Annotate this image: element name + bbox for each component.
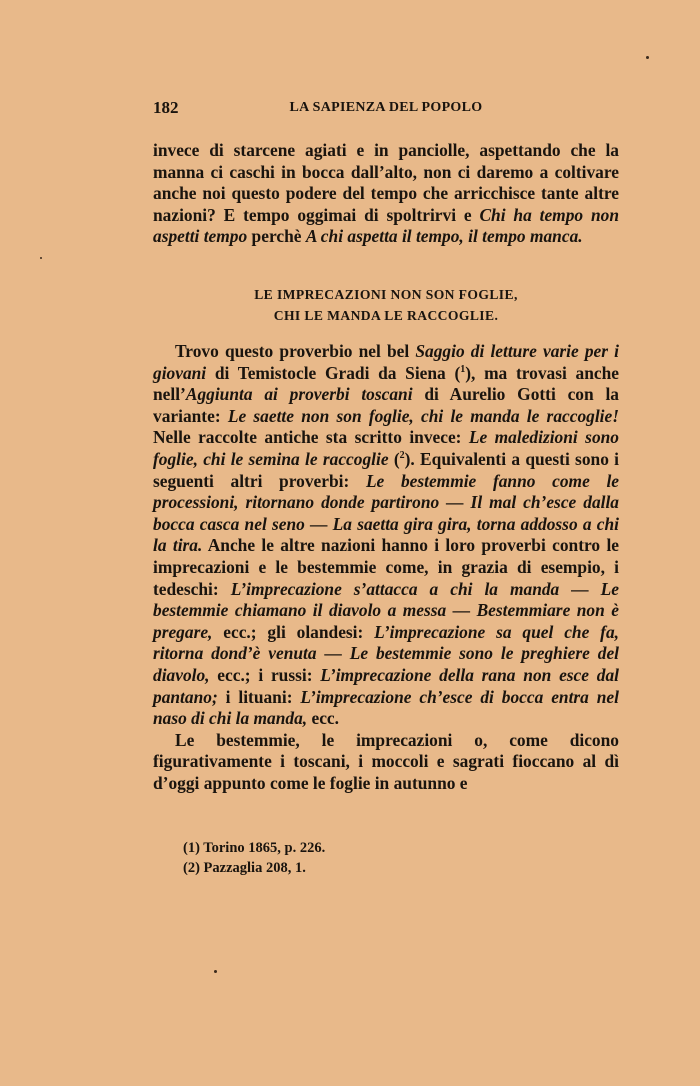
p2-italic: L’imprecazione della rana non esce dal pantano; <box>153 664 619 707</box>
p2-italic: L’imprecazione sa quel che fa, ritorna dond’è venuta — Le bestemmie sono le preghiere del diavolo, <box>153 621 619 685</box>
scan-speck <box>214 970 217 973</box>
p2-italic: Le saette non son foglie, chi le manda le raccoglie! <box>227 405 619 426</box>
paragraph-2 <box>153 341 619 794</box>
p1-proverb-1: Chi ha tempo non aspetti tempo <box>153 204 619 247</box>
scan-speck <box>40 257 42 259</box>
p1-text-1: invece di starcene agiati e in panciolle, aspettando che la manna ci caschi in bocca dall’alto, non ci daremo a coltivare anche noi questo podere del tempo che arricchisce tante altre nazioni? E tempo oggimai di spoltrirvi e <box>153 140 619 225</box>
p1-proverb-2: A chi aspetta il tempo, il tempo manca. <box>305 226 583 247</box>
paragraph-1 <box>153 140 619 248</box>
p2-text: ). Equivalenti a questi sono i seguenti altri proverbi: <box>153 448 620 491</box>
section-title <box>153 284 619 326</box>
footnote-ref-1: 1 <box>460 363 466 375</box>
section-title-line-2: CHI LE MANDA LE RACCOGLIE. <box>273 308 499 323</box>
section-title-line-1: LE IMPRECAZIONI NON SON FOGLIE, <box>254 287 518 302</box>
p2-text: ecc. <box>307 708 339 729</box>
p2-text: Anche le altre nazioni hanno i loro proverbi contro le imprecazioni e le bestemmie come, in grazia di esempio, i tedeschi: <box>153 535 619 599</box>
p2-text: di Temistocle Gradi da Siena ( <box>206 362 461 383</box>
footnote-ref-2: 2 <box>399 450 405 462</box>
p2-text: i lituani: <box>217 686 301 707</box>
p1-text-2: perchè <box>247 226 306 247</box>
p2-italic: L’imprecazione ch’esce di bocca entra nel naso di chi la manda, <box>153 686 619 729</box>
p2-italic: Le maledizioni sono foglie, chi le semina le raccoglie <box>153 427 620 469</box>
p2-text: Nelle raccolte antiche sta scritto invece: <box>153 427 469 448</box>
footnote-1: (1) Torino 1865, p. 226. <box>183 840 326 856</box>
footnote-2: (2) Pazzaglia 208, 1. <box>183 860 306 876</box>
p2-italic: Saggio di letture varie per i giovani <box>153 341 620 383</box>
p2-italic: L’imprecazione s’attacca a chi la manda — Le bestemmie chiamano il diavolo a messa — Bestemmiare non è pregare, <box>153 578 619 642</box>
p2-text: ecc.; i russi: <box>209 664 321 685</box>
p2-text: ecc.; gli olandesi: <box>212 621 375 642</box>
footnotes <box>183 838 325 878</box>
scan-speck <box>646 56 649 59</box>
book-page <box>153 98 620 876</box>
p2-text: Trovo questo proverbio nel bel <box>175 341 416 361</box>
p2-text: ), ma trovasi anche nell’ <box>153 362 619 405</box>
paragraph-3: Le bestemmie, le imprecazioni o, come dicono figurativamente i toscani, i moccoli e sagrati fioccano al dì d’oggi appunto come le foglie in autunno e <box>153 729 619 793</box>
page-header <box>153 98 619 120</box>
running-title: LA SAPIENZA DEL POPOLO <box>289 100 483 115</box>
p2-italic: Aggiunta ai proverbi toscani <box>185 384 413 405</box>
p2-italic: Le bestemmie fanno come le processioni, ritornano donde partirono — Il mal ch’esce dalla bocca casca nel seno — La saetta gira gira, torna addosso a chi la tira. <box>153 470 620 556</box>
p2-text: di Aurelio Gotti con la variante: <box>153 384 619 426</box>
p2-text: ( <box>388 448 400 469</box>
page-number: 182 <box>153 98 179 117</box>
